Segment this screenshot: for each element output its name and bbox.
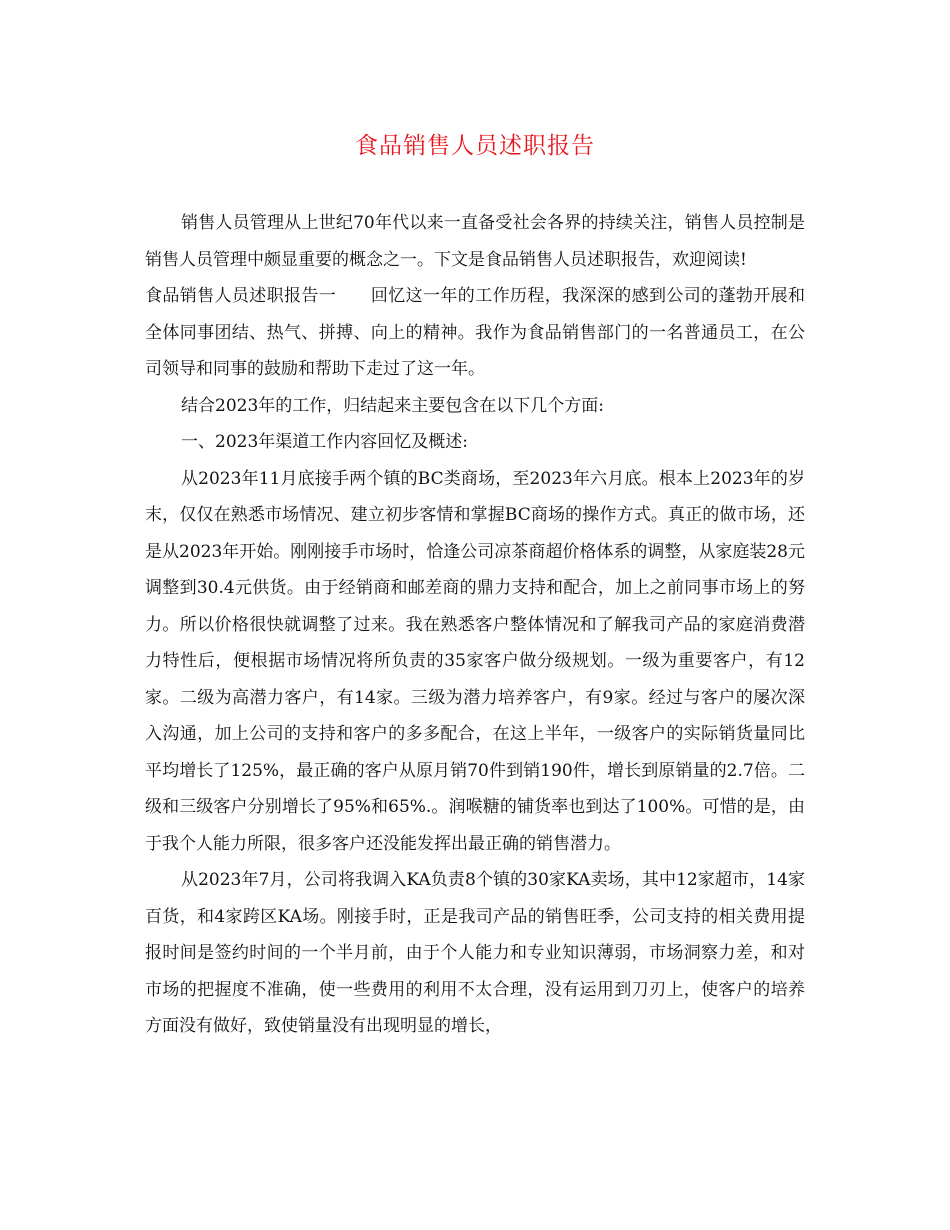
bc-market-paragraph: 从2023年11月底接手两个镇的BC类商场，至2023年六月底。根本上2023年的岁末，仅仅在熟悉市场情况、建立初步客情和掌握BC商场的操作方式。真正的做市场，还是从2023年开始。刚刚接手市场时，恰逢公司凉茶商超价格体系的调整，从家庭装28元调整到30.4元供货。由于经销商和邮差商的鼎力支持和配合，加上之前同事市场上的努力。所以价格很快就调整了过来。我在熟悉客户整体情况和了解我司产品的家庭消费潜力特性后，便根据市场情况将所负责的35家客户做分级规划。一级为重要客户，有12家。二级为高潜力客户，有14家。三级为潜力培养客户，有9家。经过与客户的屡次深入沟通，加上公司的支持和客户的多多配合，在这上半年，一级客户的实际销货量同比平均增长了125%，最正确的客户从原月销70件到销190件，增长到原销量的2.7倍。二级和三级客户分别增长了95%和65%.。润喉糖的铺货率也到达了100%。可惜的是，由于我个人能力所限，很多客户还没能发挥出最正确的销售潜力。 bbox=[145, 468, 805, 854]
ka-market-paragraph: 从2023年7月，公司将我调入KA负责8个镇的30家KA卖场，其中12家超市，14家百货，和4家跨区KA场。刚接手时，正是我司产品的销售旺季，公司支持的相关费用提报时间是签约时间的一个半月前，由于个人能力和专业知识薄弱，市场洞察力差，和对市场的把握度不准确，使一些费用的利用不太合理，没有运用到刀刃上，使客户的培养方面没有做好，致使销量没有出现明显的增长， bbox=[145, 870, 805, 1036]
report-one-paragraph: 食品销售人员述职报告一 回忆这一年的工作历程，我深深的感到公司的蓬勃开展和全体同事团结、热气、拼搏、向上的精神。我作为食品销售部门的一名普通员工，在公司领导和同事的鼓励和帮助下走过了这一年。 bbox=[145, 286, 805, 379]
intro-paragraph: 销售人员管理从上世纪70年代以来一直备受社会各界的持续关注，销售人员控制是销售人员管理中颇显重要的概念之一。下文是食品销售人员述职报告，欢迎阅读! bbox=[145, 213, 805, 270]
summary-paragraph: 结合2023年的工作，归结起来主要包含在以下几个方面: bbox=[181, 395, 604, 416]
document-title: 食品销售人员述职报告 bbox=[355, 133, 595, 159]
document-body bbox=[145, 205, 805, 1045]
section-heading-channel-review: 一、2023年渠道工作内容回忆及概述: bbox=[181, 432, 468, 452]
